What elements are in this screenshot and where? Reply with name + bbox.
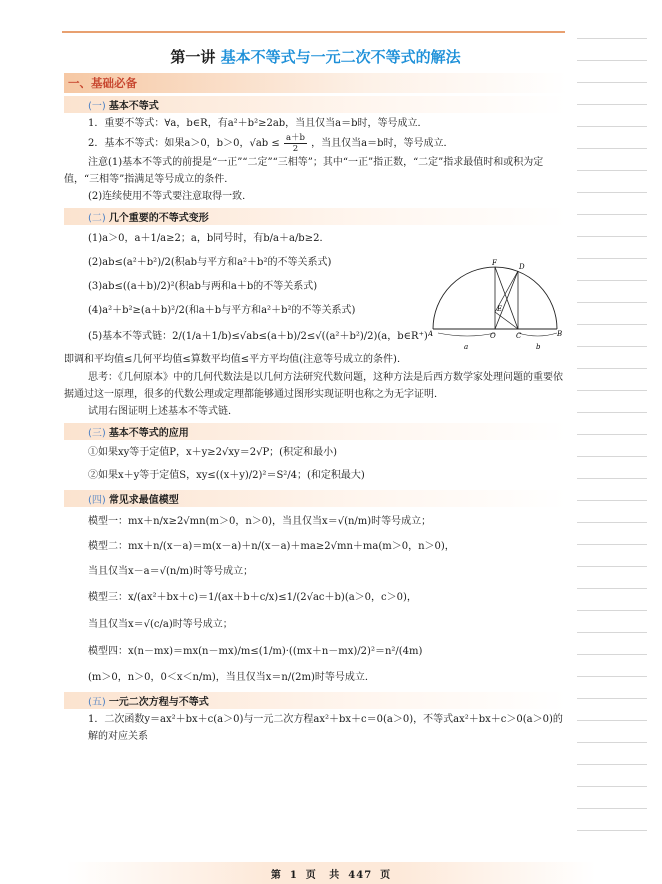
note-paragraph-1: 注意(1)基本不等式的前提是“一正”“二定”“三相等”；其中“一正”指正数，“二定”指求最值时和或积为定值，“三相等”指满足等号成立的条件．	[64, 157, 544, 185]
subsection-inequality-variants: (二) 几个重要的不等式变形	[64, 208, 567, 225]
model-4: 模型四：x(n－mx)＝mx(n－mx)/m≤(1/m)·((mx＋n－mx)/2)²＝n²/(4m)	[88, 646, 423, 657]
model-3-condition: 当且仅当x＝√(c/a)时等号成立；	[88, 619, 233, 630]
try-proof-text: 试用右图证明上述基本不等式链．	[88, 406, 238, 417]
model-2: 模型二：mx＋n/(x－a)＝m(x－a)＋n/(x－a)＋ma≥2√mn＋ma(m＞0，n＞0)，	[88, 541, 455, 552]
fig-label-D: D	[519, 263, 525, 271]
fig-label-A: A	[428, 330, 434, 338]
subsection-basic-inequality: (一) 基本不等式	[64, 96, 567, 113]
fig-label-F: F	[492, 259, 497, 267]
section-heading-basics: 一、基础必备	[64, 73, 567, 93]
think-paragraph: 思考：《几何原本》中的几何代数法是以几何方法研究代数问题，这种方法是后西方数学家处理问题的重要依据通过这一原理，很多的代数公理或定理都能够通过图形实现证明也称之为无字证明．	[64, 372, 563, 400]
note-lines	[577, 38, 647, 848]
model-1: 模型一：mx＋n/x≥2√mn(m＞0，n＞0)，当且仅当x＝√(n/m)时等号成立；	[88, 516, 432, 527]
model-4-condition: (m＞0，n＞0，0＜x＜n/m)，当且仅当x＝n/(2m)时等号成立．	[88, 672, 375, 683]
page-content	[64, 46, 567, 745]
variant-3: (3)ab≤((a＋b)/2)²(积ab与两和a＋b的不等关系式)	[88, 281, 318, 292]
page-title: 第一讲 基本不等式与一元二次不等式的解法	[170, 48, 461, 66]
quadratic-relation-text: 1．二次函数y＝ax²＋bx＋c(a＞0)与一元二次方程ax²＋bx＋c＝0(a＞0)，不等式ax²＋bx＋c＞0(a＞0)的解的对应关系	[88, 714, 563, 742]
subsection-applications: (三) 基本不等式的应用	[64, 423, 567, 440]
subsection-extremum-models: (四) 常见求最值模型	[64, 490, 567, 507]
variant-1: (1)a＞0，a＋1/a≥2；a，b同号时，有b/a＋a/b≥2．	[88, 233, 330, 244]
application-1: ①如果xy等于定值P，x＋y≥2√xy＝2√P；(积定和最小)	[88, 447, 337, 458]
model-2-condition: 当且仅当x－a＝√(n/m)时等号成立；	[88, 566, 254, 577]
page-number: 第 1 页 共 447 页	[270, 870, 392, 881]
fig-label-O: O	[490, 332, 496, 340]
fig-label-C: C	[516, 332, 522, 340]
fig-label-b: b	[536, 343, 541, 351]
variant-2: (2)ab≤(a²＋b²)/2(积ab与平方和a²＋b²的不等关系式)	[88, 257, 332, 268]
item-basic-inequality: 2．基本不等式：如果a＞0，b＞0，√ab ≤ $\frac{a+b}{2}$ ，当且仅当a＝b时，等号成立．	[88, 133, 454, 154]
fig-label-a: a	[464, 343, 469, 351]
fig-label-B: B	[557, 330, 563, 338]
application-2: ②如果x＋y等于定值S，xy≤((x＋y)/2)²＝S²/4；(和定积最大)	[88, 470, 365, 481]
variant-5: (5)基本不等式链：2/(1/a＋1/b)≤√ab≤(a＋b)/2≤√((a²＋b²)/2)(a，b∈R⁺)	[88, 331, 428, 342]
item-important-inequality: 1．重要不等式：∀a，b∈R，有a²＋b²≥2ab，当且仅当a＝b时，等号成立．	[88, 118, 428, 129]
semicircle-figure	[428, 257, 563, 357]
fig-label-E: E	[497, 305, 503, 313]
subsection-quadratic: (五) 一元二次方程与不等式	[64, 692, 567, 709]
top-rule	[62, 31, 565, 33]
model-3: 模型三：x/(ax²＋bx＋c)＝1/(ax＋b＋c/x)≤1/(2√ac＋b)(a＞0，c＞0)，	[88, 592, 417, 603]
variant-4: (4)a²＋b²≥(a＋b)²/2(和a＋b与平方和a²＋b²的不等关系式)	[88, 305, 356, 316]
note-paragraph-2: (2)连续使用不等式要注意取得一致．	[88, 191, 253, 202]
mean-chain-text: 即调和平均值≤几何平均值≤算数平均值≤平方平均值(注意等号成立的条件)．	[64, 354, 407, 365]
